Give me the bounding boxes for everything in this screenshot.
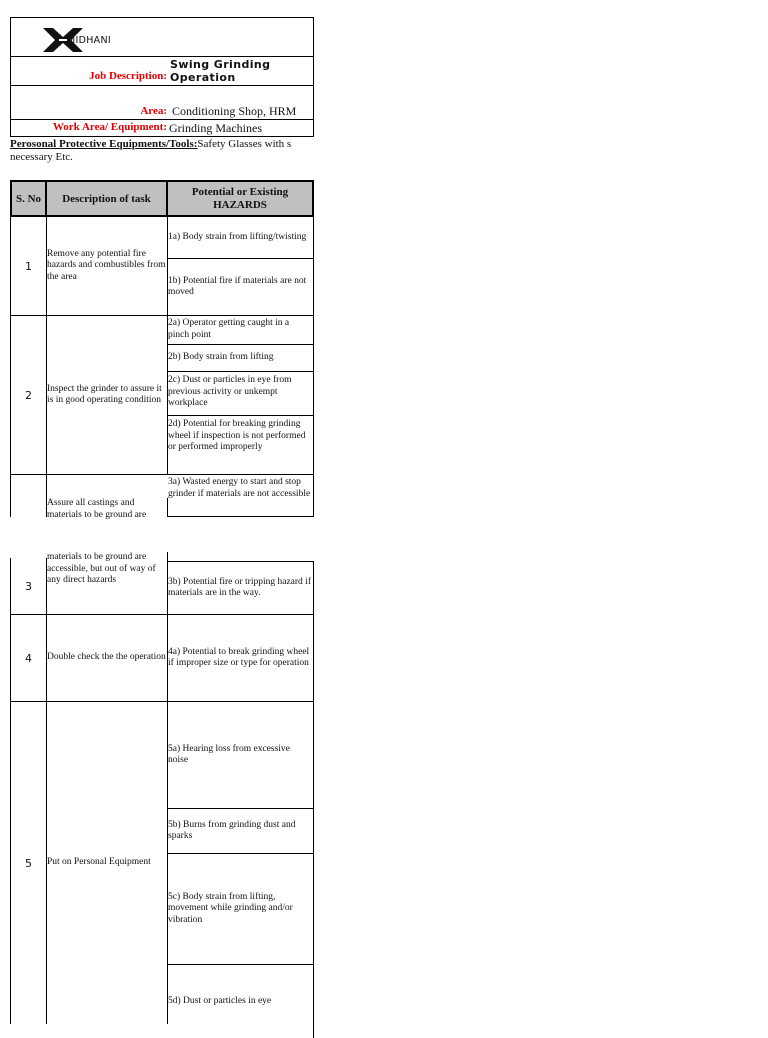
document-page-2 (10, 552, 314, 1024)
row-2-hazard-d: 2d) Potential for breaking grinding wheel if inspection is not performed or performed improperly (167, 416, 314, 475)
job-description-label: Job Description: (89, 70, 167, 82)
company-name: MIDHANI (67, 35, 111, 46)
ppe-row (10, 136, 314, 180)
area-row (10, 85, 314, 119)
row-5-hazard-a: 5a) Hearing loss from excessive noise (167, 702, 314, 809)
col-header-hazards-line1: Potential or Existing (191, 186, 289, 198)
row-3-task-part1: Assure all castings and materials to be ground are (46, 498, 168, 517)
ppe-value: Safety Glasses with s (197, 138, 292, 150)
ppe-label: Perosonal Protective Equipments/Tools: (10, 138, 198, 150)
row-2-task: Inspect the grinder to assure it is in good operating condition (46, 316, 168, 475)
row-5-hazard-c: 5c) Body strain from lifting, movement while grinding and/or vibration (167, 854, 314, 965)
row-1-sno: 1 (10, 217, 47, 316)
document-page-1 (10, 17, 314, 520)
row-4-hazard-a: 4a) Potential to break grinding wheel if improper size or type for operation (167, 615, 314, 702)
row-3-sno: 3 (10, 558, 47, 615)
work-area-row (10, 119, 314, 136)
col-header-sno: S. No (10, 180, 47, 217)
job-description-value-1: Swing Grinding (170, 58, 271, 71)
row-5-sno: 5 (10, 702, 47, 1024)
row-3-hazard-b: 3b) Potential fire or tripping hazard if materials are in the way. (167, 561, 314, 615)
col-header-hazards-line2: HAZARDS (213, 199, 267, 211)
row-2-hazard-a: 2a) Operator getting caught in a pinch point (167, 316, 314, 345)
row-4-sno: 4 (10, 615, 47, 702)
row-1-task: Remove any potential fire hazards and combustibles from the area (46, 217, 168, 316)
row-2-hazard-c: 2c) Dust or particles in eye from previous activity or unkempt workplace (167, 372, 314, 416)
row-3-task: materials to be ground are accessible, but out of way of any direct hazards (46, 552, 168, 615)
row-5-hazard-b: 5b) Burns from grinding dust and sparks (167, 809, 314, 854)
row-2-hazard-b: 2b) Body strain from lifting (167, 345, 314, 372)
row-5-task: Put on Personal Equipment (46, 702, 168, 1024)
row-5-hazard-d: 5d) Dust or particles in eye (167, 965, 314, 1038)
area-label: Area: (140, 105, 167, 117)
work-area-value: Grinding Machines (169, 121, 262, 135)
row-1-hazard-a: 1a) Body strain from lifting/twisting (167, 217, 314, 259)
job-description-row (10, 56, 314, 85)
job-description-value-2: Operation (170, 71, 236, 84)
logo-block (10, 17, 314, 56)
work-area-label: Work Area/ Equipment: (52, 121, 167, 133)
row-3-sno-part1 (10, 475, 47, 517)
row-4-task: Double check the the operation (46, 615, 168, 702)
row-2-sno: 2 (10, 316, 47, 475)
row-3-hazard-a: 3a) Wasted energy to start and stop grinder if materials are not accessible (167, 475, 314, 517)
ppe-line (10, 138, 291, 150)
ppe-value-2: necessary Etc. (10, 151, 73, 163)
col-header-hazards (166, 180, 314, 217)
col-header-task: Description of task (45, 180, 168, 217)
area-value: Conditioning Shop, HRM (172, 104, 297, 118)
row-1-hazard-b: 1b) Potential fire if materials are not moved (167, 259, 314, 316)
